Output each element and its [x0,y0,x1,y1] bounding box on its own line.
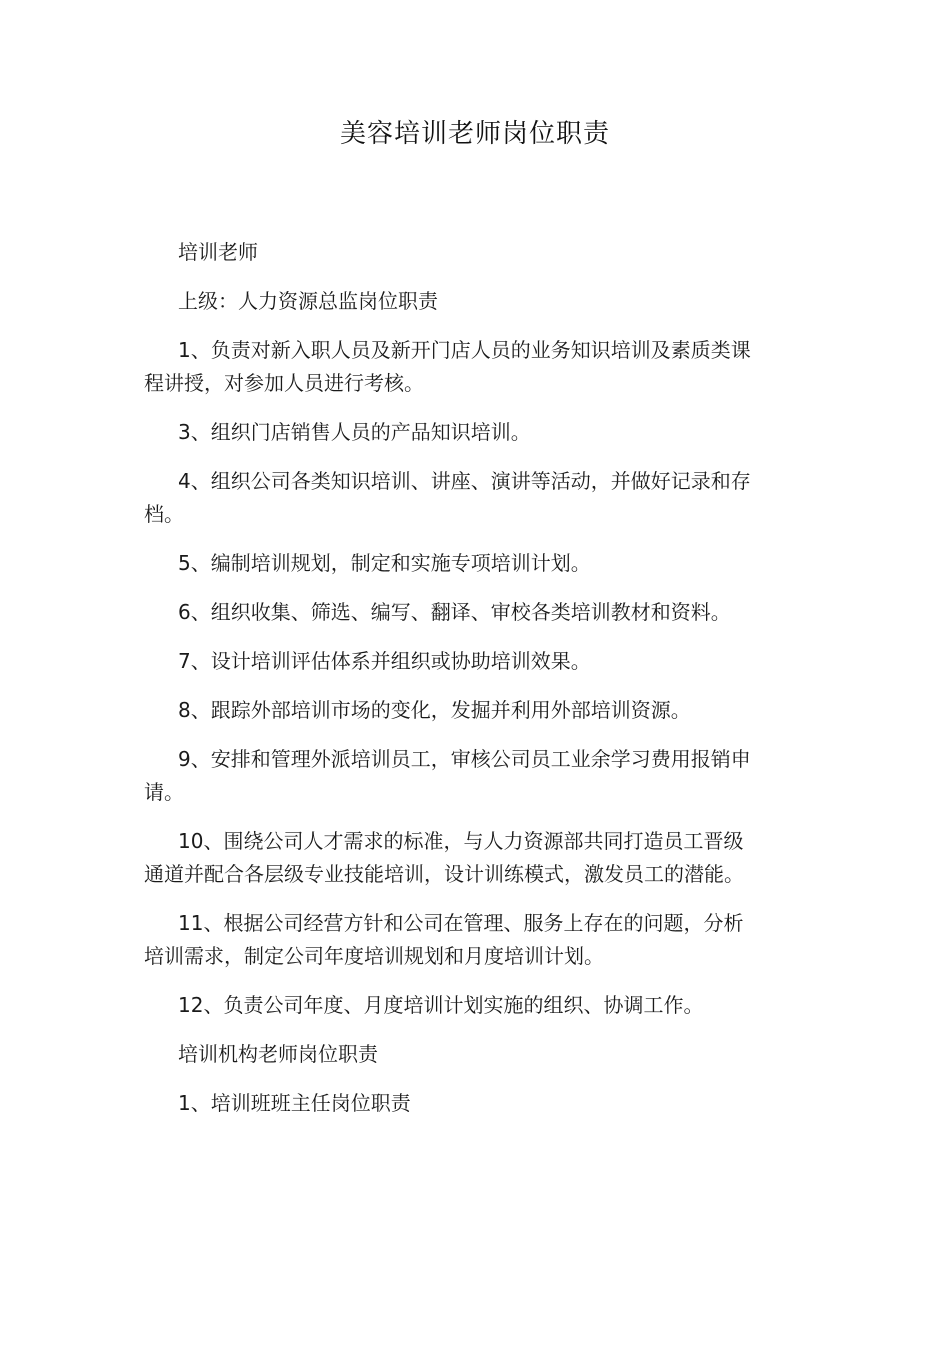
paragraph-duty-11: 11、根据公司经营方针和公司在管理、服务上存在的问题，分析培训需求，制定公司年度培训规划和月度培训计划。 [144,911,744,968]
document-title: 美容培训老师岗位职责 [339,119,610,149]
paragraph-section-heading: 培训机构老师岗位职责 [178,1042,378,1066]
paragraph-duty-5: 5、编制培训规划，制定和实施专项培训计划。 [178,551,591,575]
paragraph-duty-1: 1、负责对新入职人员及新开门店人员的业务知识培训及素质类课程讲授，对参加人员进行考核。 [144,338,751,395]
paragraph-duty-12: 12、负责公司年度、月度培训计划实施的组织、协调工作。 [178,993,704,1017]
paragraph-role: 培训老师 [178,240,258,264]
paragraph-duty-6: 6、组织收集、筛选、编写、翻译、审校各类培训教材和资料。 [178,600,731,624]
paragraph-duty-4: 4、组织公司各类知识培训、讲座、演讲等活动，并做好记录和存档。 [144,469,751,526]
paragraph-superior: 上级：人力资源总监岗位职责 [178,289,438,313]
paragraph-duty-8: 8、跟踪外部培训市场的变化，发掘并利用外部培训资源。 [178,698,691,722]
paragraph-duty-10: 10、围绕公司人才需求的标准，与人力资源部共同打造员工晋级通道并配合各层级专业技能培训，设计训练模式，激发员工的潜能。 [144,829,744,886]
paragraph-duty-3: 3、组织门店销售人员的产品知识培训。 [178,420,531,444]
paragraph-duty-7: 7、设计培训评估体系并组织或协助培训效果。 [178,649,591,673]
document-body [144,236,756,1136]
paragraph-duty-9: 9、安排和管理外派培训员工，审核公司员工业余学习费用报销申请。 [144,747,751,804]
paragraph-section-item-1: 1、培训班班主任岗位职责 [178,1091,411,1115]
